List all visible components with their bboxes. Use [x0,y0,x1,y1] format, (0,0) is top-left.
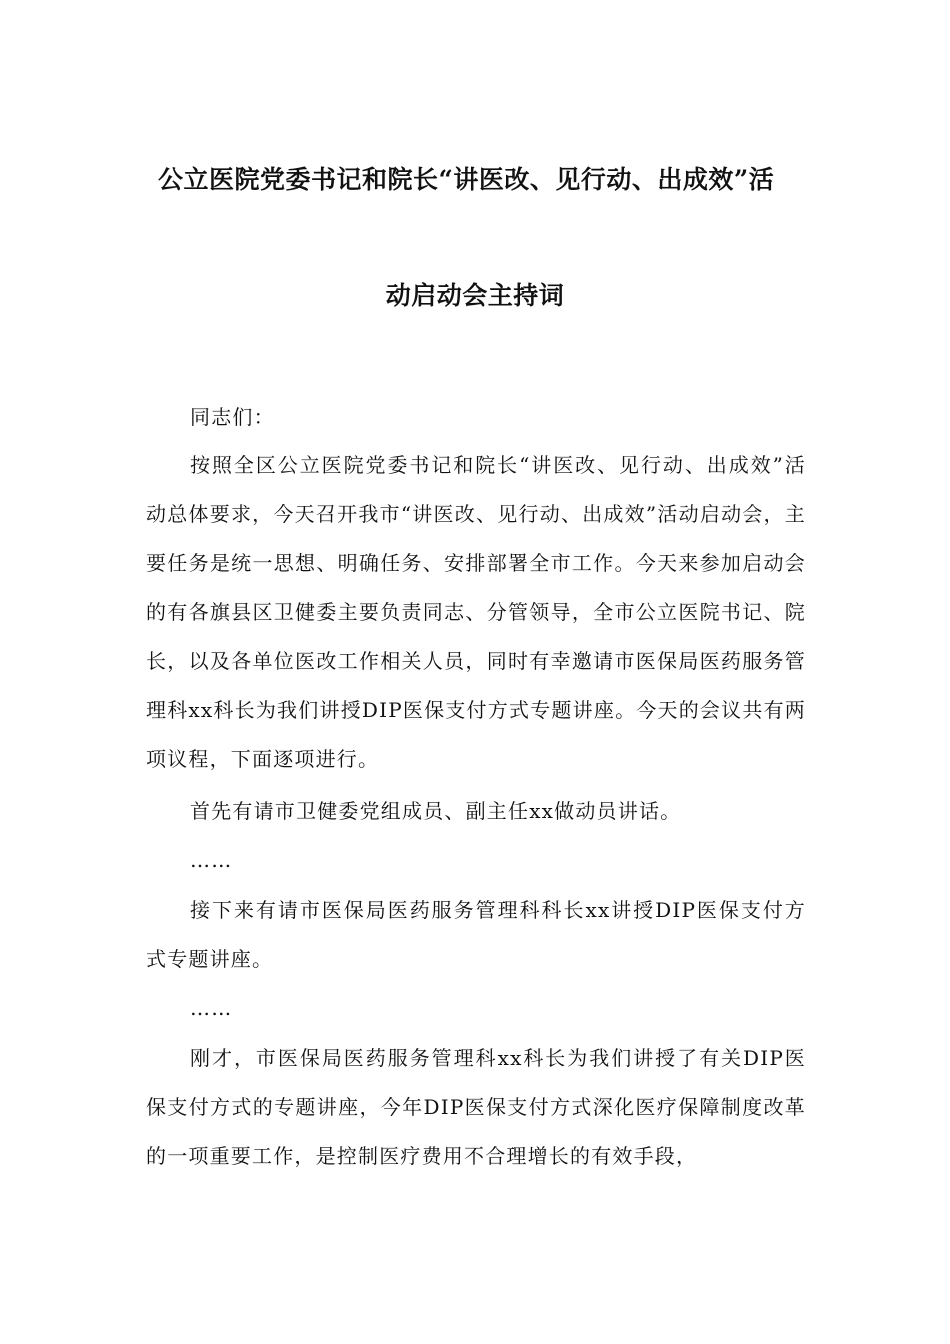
paragraph-opening: 按照全区公立医院党委书记和院长“讲医改、见行动、出成效”活动总体要求，今天召开我市“讲医改、见行动、出成效”活动启动会，主要任务是统一思想、明确任务、安排部署全市工作。今天来参加启动会的有各旗县区卫健委主要负责同志、分管领导，全市公立医院书记、院长，以及各单位医改工作相关人员，同时有幸邀请市医保局医药服务管理科xx科长为我们讲授DIP医保支付方式专题讲座。今天的会议共有两项议程，下面逐项进行。 [146,453,806,771]
paragraph-summary: 刚才，市医保局医药服务管理科xx科长为我们讲授了有关DIP医保支付方式的专题讲座，今年DIP医保支付方式深化医疗保障制度改革的一项重要工作，是控制医疗费用不合理增长的有效手段， [146,1046,806,1168]
document-title-line-1: 公立医院党委书记和院长“讲医改、见行动、出成效”活 [158,165,775,194]
paragraph-first-agenda: 首先有请市卫健委党组成员、副主任xx做动员讲话。 [190,799,682,823]
document-title-line-2: 动启动会主持词 [385,281,565,310]
greeting: 同志们： [190,405,275,429]
ellipsis-1: …… [190,848,233,872]
ellipsis-2: …… [190,996,233,1020]
paragraph-second-agenda: 接下来有请市医保局医药服务管理科科长xx讲授DIP医保支付方式专题讲座。 [146,898,806,971]
